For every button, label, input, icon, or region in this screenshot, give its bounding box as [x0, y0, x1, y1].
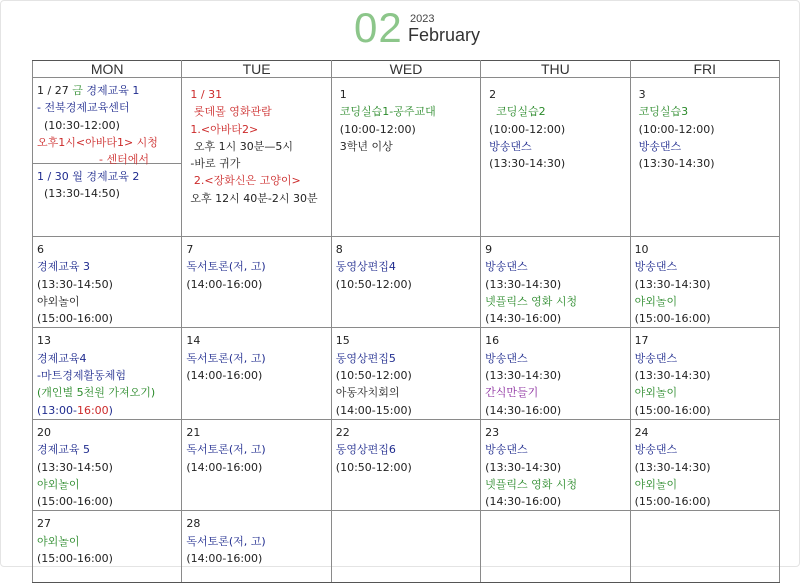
week-row-5: [33, 511, 780, 583]
schedule-line: 경제교육 3: [37, 260, 90, 274]
day-number: 28: [186, 517, 201, 531]
day-cell: [481, 328, 630, 419]
day-number: 24: [634, 425, 649, 439]
schedule-line: (14:00-15:00): [335, 403, 412, 417]
schedule-line: (15:00-16:00): [37, 495, 113, 509]
schedule-highlight: 금: [72, 84, 83, 97]
schedule-line: (13:30-14:30): [489, 157, 566, 171]
schedule-line: 동영상편집5: [335, 351, 396, 365]
day-number: 9: [485, 243, 493, 256]
schedule-line: (13:30-14:30): [634, 460, 711, 474]
schedule-line: 넷플릭스 영화 시청: [485, 477, 578, 491]
schedule-line: (14:00-16:00): [186, 277, 263, 291]
schedule-line: (14:00-16:00): [186, 552, 263, 566]
week-row-2: [33, 237, 780, 328]
day-cell: [33, 237, 182, 328]
schedule-line: 롯데몰 영화관람: [190, 105, 272, 119]
day-number: 23: [485, 425, 500, 439]
schedule-line: 야외놀이: [634, 477, 678, 491]
schedule-line: 오후 12시 40분-2시 30분: [190, 191, 318, 205]
day-number: 17: [634, 334, 649, 348]
schedule-line: 방송댄스: [634, 260, 678, 274]
day-cell: [481, 419, 630, 510]
schedule-line: 코딩실습1-공주교대: [339, 105, 436, 119]
schedule-line: 경제교육 5: [37, 443, 90, 457]
schedule-line: 독서토론(저, 고): [186, 260, 266, 274]
day-cell: [481, 511, 630, 583]
day-cell: [33, 419, 182, 510]
schedule-line: (10:00-12:00): [339, 122, 416, 136]
day-cell-thu: [481, 78, 630, 237]
schedule-line: (15:00-16:00): [634, 312, 711, 326]
schedule-tail: 경제교육 1: [82, 84, 140, 97]
schedule-line: 1 / 30 월 경제교육 2: [37, 170, 140, 183]
calendar-grid: [32, 60, 780, 583]
schedule-line: 야외놀이: [37, 534, 80, 548]
day-cell: [331, 237, 480, 328]
day-cell: [630, 511, 779, 583]
day-cell: [331, 328, 480, 419]
schedule-line: (13:30-14:30): [485, 277, 562, 291]
schedule-line: (15:00-16:00): [37, 552, 113, 566]
year-label: 2023: [410, 13, 435, 25]
schedule-highlight: 16:00: [76, 403, 109, 417]
schedule-line: 야외놀이: [37, 294, 80, 308]
schedule-line: - 센터에서: [99, 153, 149, 167]
day-number: 16: [485, 334, 500, 348]
schedule-line: (15:00-16:00): [634, 495, 711, 509]
weekday-thu: THU: [481, 61, 630, 78]
schedule-line: (10:50-12:00): [335, 460, 412, 474]
schedule-line: 방송댄스: [634, 443, 678, 457]
day-cell: [182, 328, 331, 419]
week-row-4: [33, 419, 780, 510]
day-number: 15: [335, 334, 350, 348]
schedule-line: (13:30-14:30): [638, 157, 715, 171]
schedule-line: (10:50-12:00): [335, 369, 412, 383]
schedule-line: 방송댄스: [485, 260, 528, 274]
month-number: 02: [354, 4, 403, 51]
schedule-line: (10:50-12:00): [335, 277, 412, 291]
schedule-line: 동영상편집6: [335, 443, 396, 457]
day-number: 10: [634, 243, 649, 256]
schedule-line: (14:30-16:00): [485, 495, 562, 509]
day-cell: [481, 237, 630, 328]
weekday-tue: TUE: [182, 61, 331, 78]
schedule-line: 독서토론(저, 고): [186, 351, 266, 365]
schedule-line: 오후1시<아바타1> 시청: [37, 135, 158, 149]
schedule-line: (14:30-16:00): [485, 312, 562, 326]
schedule-line: 간식만들기: [485, 386, 539, 400]
schedule-line: 야외놀이: [634, 294, 678, 308]
schedule-line: (13:30-14:30): [634, 277, 711, 291]
schedule-line: 1 / 27 금 경제교육 1: [37, 84, 140, 97]
schedule-line: 2.<장화신은 고양이>: [190, 174, 301, 188]
schedule-line: (10:00-12:00): [489, 122, 566, 136]
day-cell-jan27: [33, 78, 181, 167]
day-cell-mon: [33, 78, 182, 237]
month-name: February: [408, 25, 481, 45]
schedule-line: (15:00-16:00): [634, 403, 711, 417]
weekday-fri: FRI: [630, 61, 779, 78]
schedule-line: 야외놀이: [634, 386, 678, 400]
schedule-line: (15:00-16:00): [37, 312, 113, 326]
schedule-line: (13:30-14:30): [485, 460, 562, 474]
schedule-line: 오후 1시 30분—5시: [190, 139, 294, 153]
schedule-line: 방송댄스: [489, 139, 532, 153]
schedule-line: 넷플릭스 영화 시청: [485, 294, 578, 308]
schedule-line: 방송댄스: [638, 139, 682, 153]
schedule-line: (13:00-16:00): [37, 403, 113, 417]
weekday-header-row: [33, 61, 780, 78]
day-cell-3: [635, 82, 779, 172]
day-number: 22: [335, 425, 350, 439]
day-number: 13: [37, 334, 51, 348]
schedule-line: 독서토론(저, 고): [186, 534, 266, 548]
day-cell: [630, 419, 779, 510]
day-number: 1: [339, 88, 347, 101]
schedule-line: - 전북경제교육센터: [37, 101, 130, 115]
day-cell-wed: [331, 78, 480, 237]
day-number: 8: [335, 243, 343, 256]
schedule-line: 방송댄스: [485, 351, 528, 365]
day-cell: [182, 237, 331, 328]
day-cell: [630, 328, 779, 419]
day-number: 14: [186, 334, 201, 348]
day-cell: [33, 328, 182, 419]
schedule-line: (14:00-16:00): [186, 369, 263, 383]
week-row-1: [33, 78, 780, 237]
day-cell: [331, 419, 480, 510]
schedule-line: 코딩실습3: [638, 105, 689, 119]
schedule-line: (개인별 5천원 가져오기): [37, 386, 156, 400]
schedule-line: 야외놀이: [37, 477, 80, 491]
schedule-line: (10:30-12:00): [37, 118, 120, 132]
day-cell-jan30: [33, 164, 181, 203]
day-number: 2: [489, 88, 497, 101]
schedule-line: (13:30-14:50): [37, 277, 113, 291]
weekday-mon: MON: [33, 61, 182, 78]
schedule-line: 1 / 31: [190, 88, 223, 101]
day-number: 3: [638, 88, 646, 101]
day-number: 21: [186, 425, 201, 439]
day-number: 7: [186, 243, 194, 256]
day-cell-jan31: [186, 82, 330, 207]
schedule-line: (13:30-14:30): [485, 369, 562, 383]
day-cell: [331, 511, 480, 583]
schedule-line: -마트경제활동체험: [37, 369, 126, 383]
schedule-line: 아동자치회의: [335, 386, 400, 400]
schedule-line: (13:30-14:50): [37, 460, 113, 474]
schedule-line: 경제교육4: [37, 351, 87, 365]
day-cell-1: [336, 82, 480, 155]
schedule-line: -바로 귀가: [190, 157, 241, 171]
schedule-line: 방송댄스: [634, 351, 678, 365]
schedule-tail: ): [108, 403, 113, 417]
week-row-3: [33, 328, 780, 419]
day-number: 27: [37, 517, 51, 531]
schedule-line: 3학년 이상: [339, 139, 393, 153]
day-number: 6: [37, 243, 44, 256]
schedule-line: 방송댄스: [485, 443, 528, 457]
schedule-line: (13:30-14:50): [37, 187, 120, 201]
schedule-line: (14:00-16:00): [186, 460, 263, 474]
schedule-line: 코딩실습2: [489, 105, 546, 119]
schedule-line: (10:00-12:00): [638, 122, 715, 136]
day-cell-fri: [630, 78, 779, 237]
day-cell: [182, 419, 331, 510]
weekday-wed: WED: [331, 61, 480, 78]
day-cell: [33, 511, 182, 583]
day-cell: [182, 511, 331, 583]
schedule-line: (13:30-14:30): [634, 369, 711, 383]
day-number: 20: [37, 425, 51, 439]
schedule-line: 독서토론(저, 고): [186, 443, 266, 457]
day-cell-tue: [182, 78, 331, 237]
day-cell-2: [485, 82, 629, 172]
schedule-line: (14:30-16:00): [485, 403, 562, 417]
schedule-line: 1.<아바타2>: [190, 122, 259, 136]
day-cell: [630, 237, 779, 328]
schedule-line: 동영상편집4: [335, 260, 396, 274]
